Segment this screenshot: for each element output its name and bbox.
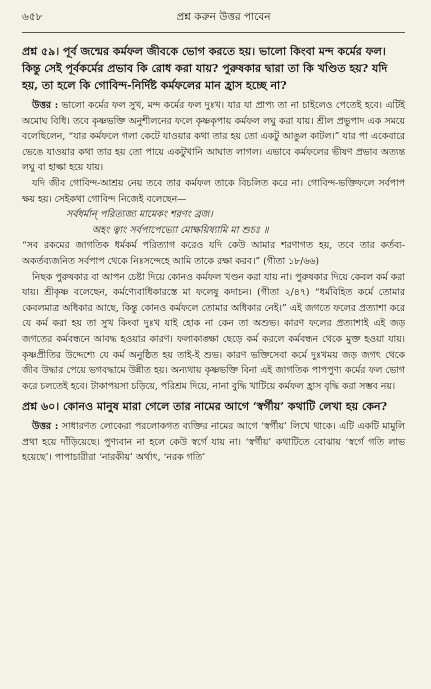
verse-line-1: সর্বধর্মান্ পরিত্যজ্য মামেকং শরণং ব্রজ। bbox=[66, 209, 213, 221]
page-number: ৬৫৮ bbox=[22, 11, 43, 23]
question-59-label: প্রশ্ন ৫৯। bbox=[22, 45, 60, 58]
question-59-text: পূর্ব জন্মের কর্মফল জীবকে ভোগ করতে হয়। ভালো কিংবা মন্দ কর্মের ফল। কিন্তু সেই পূর্বকর্মের প্রভাব কি রোধ করা যায়? পুরুষকার দ্বারা তা কি খণ্ডিত হয়? যদি হয়, তা হলে কি গোবিন্দ-নির্দিষ্ট কর্মফলের মান হ্রাস হচ্ছে না? bbox=[22, 45, 388, 92]
running-title: প্রশ্ন করুন উত্তর পাবেন bbox=[176, 11, 271, 23]
question-60-text: কোনও মানুষ মারা গেলে তার নামের আগে ‘স্বর্গীয়’ কথাটি লেখা হয় কেন? bbox=[63, 400, 388, 414]
answer-59-paragraph-3: “সব রকমের জাগতিক ধর্মকর্ম পরিত্যাগ করেও যদি কেউ আমার শরণাগত হয়, তবে তার কর্তব্য-অকর্তব্যজনিত সর্বপাপ থেকে নিঃসন্দেহে আমি তাকে রক্ষা করব।” (গীতা ১৮/৬৬) bbox=[22, 240, 405, 267]
verse-line-2: অহং ত্বাং সর্বপাপেভ্যো মোক্ষয়িষ্যামি মা শুচঃ ॥ bbox=[92, 224, 269, 236]
answer-59-text-1: ভালো কর্মের ফল সুখ, মন্দ কর্মের ফল দুঃখ। যার যা প্রাপ্য তা না চাইলেও পেতেই হবে। এটিই অমোঘ বিধি। তবে কৃষ্ণভক্তি অনুশীলনের ফলে কৃষ্ণকৃপায় কর্মফল লঘু করা যায়। শ্রীল প্রভুপাদ এক সময়ে বলেছিলেন, “যার কর্মফলে গলা কেটে যাওয়ার কথা তার হয় তো একটু আঙুল কাটল।” যার পা একেবারে ভেঙে যাওয়ার কথা তার হয় তো পায়ে একটুখানি আঘাত লাগল। এভাবে কর্মফলের ভীষণ প্রভাব অত্যন্ত লঘু বা হাল্কা হয়ে যায়। bbox=[22, 100, 405, 174]
answer-59-paragraph-2: যদি জীব গোবিন্দ-আশ্রয় নেয় তবে তার কর্মফল তাকে বিচলিত করে না। গোবিন্দ-ভক্তিফলে সর্বপাপ ক্ষয় হয়। সেইকথা গোবিন্দ নিজেই বলেছেন— bbox=[22, 177, 405, 205]
question-60 bbox=[22, 398, 405, 415]
answer-60-paragraph-1 bbox=[22, 419, 405, 466]
answer-59-paragraph-4: নিছক পুরুষকার বা আপন চেষ্টা দিয়ে কোনও কর্মফল খণ্ডন করা যায় না। পুরুষকার দিয়ে কেবল কর্ম করা যায়। শ্রীকৃষ্ণ বলেছেন, কর্মণ্যেবাধিকারস্তে মা ফলেষু কদাচন। (গীতা ২/৪৭) “ধর্মবিহিত কর্মে তোমার কেবলমাত্র অধিকার আছে, কিন্তু কোনও কর্মফলে তোমার অধিকার নেই।” এই জগতে ফলের প্রত্যাশা করে যে কর্ম করা হয় তা সুখ কিংবা দুঃখ যাই হোক না কেন তা অশুভ। কারণ ফলের প্রত্যাশাই এই জড় জগতের কর্মবন্ধনে আবদ্ধ হওয়ার কারণ। ফলাকাঙ্ক্ষা ছেড়ে কর্ম করলে কর্মবন্ধন থেকে মুক্ত হওয়া যায়। কৃষ্ণপ্রীতির উদ্দেশ্যে যে কর্ম অনুষ্ঠিত হয় তাই-ই শুভ। কারণ ভক্তিসেবা কর্মে দুঃখময় জড় জগৎ থেকে জীব উদ্ধার পেয়ে ভগবদ্ধামে উন্নীত হয়। অন্যথায় কৃষ্ণভক্তি বিনা এই জাগতিক পাপপুণ্য কর্মের ফল ভোগ করে চলতেই হবে। টাকাপয়সা চড়িয়ে, পরিশ্রম দিয়ে, নানা বুদ্ধি খাটিয়ে কর্মফল হ্রাস বৃদ্ধি করা সম্ভব নয়। bbox=[22, 271, 405, 392]
answer-60-label: উত্তর : bbox=[32, 421, 59, 433]
answer-60-text-1: সাধারণত লোকেরা পরলোকগত ব্যক্তির নামের আগে ‘স্বর্গীয়’ লিখে থাকে। এটি একটি মামুলি প্রথা হয়ে দাঁড়িয়েছে। পুণ্যবান না হলে কেউ স্বর্গে যায় না। ‘স্বর্গীয়’ কথাটিতে বোঝায় ‘স্বর্গে গতি লাভ হয়েছে’। পাপাচারীরা ‘নারকীয়’ অর্থাৎ, ‘নরক গতি’ bbox=[22, 421, 405, 464]
page-header bbox=[22, 10, 405, 33]
question-60-label: প্রশ্ন ৬০। bbox=[22, 400, 60, 414]
answer-59-paragraph-1 bbox=[22, 98, 405, 176]
answer-59-label: উত্তর : bbox=[32, 100, 59, 111]
question-59 bbox=[22, 43, 405, 94]
